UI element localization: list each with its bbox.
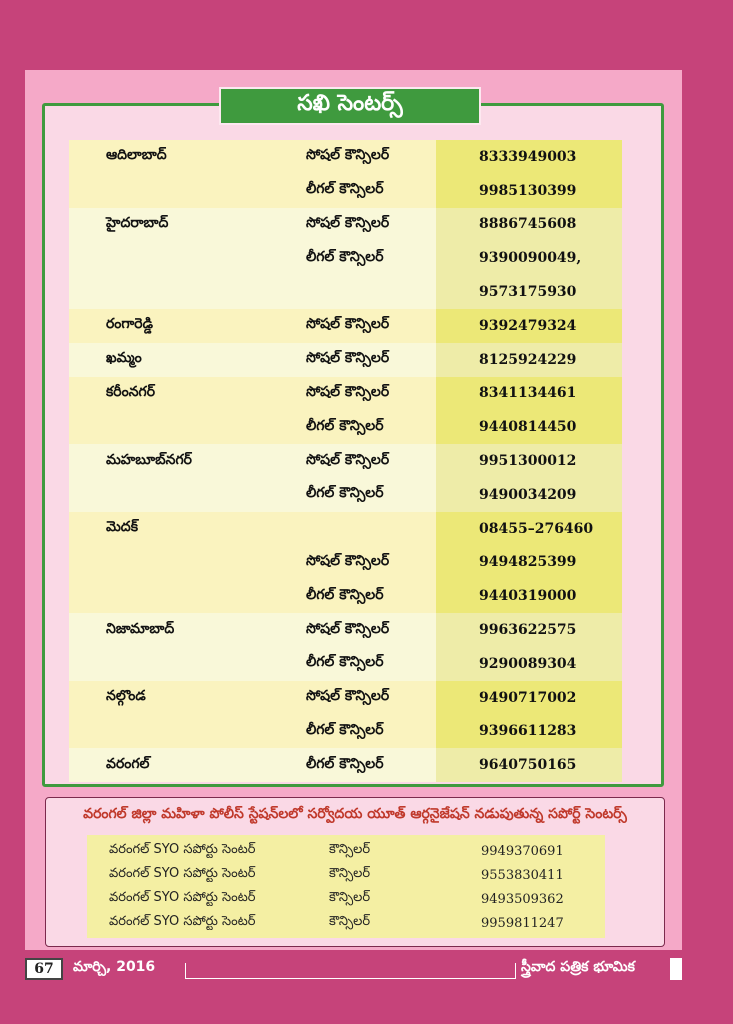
- district-name: ఖమ్మం: [106, 350, 142, 367]
- support-row: [87, 863, 605, 887]
- support-row: [87, 887, 605, 911]
- phone-number: 8333949003: [436, 140, 622, 174]
- district-name: ఆదిలాబాద్: [106, 147, 167, 164]
- table-row: [69, 478, 622, 512]
- table-row: [69, 681, 622, 715]
- counsellor-role: లీగల్ కౌన్సిలర్: [306, 181, 384, 198]
- phone-number: 9290089304: [436, 647, 622, 681]
- phone-number: 9640750165: [436, 748, 622, 782]
- table-row: [69, 343, 622, 377]
- phone-number: 08455–276460: [436, 512, 622, 546]
- support-role: కౌన్సిలర్: [329, 866, 371, 881]
- footer-divider-right: [515, 963, 516, 979]
- support-role: కౌన్సిలర్: [329, 890, 371, 905]
- counsellor-role: లీగల్ కౌన్సిలర్: [306, 485, 384, 502]
- footer-rule: [185, 978, 515, 979]
- phone-number: 8886745608: [436, 208, 622, 242]
- issue-date: మార్చి, 2016: [73, 959, 156, 975]
- table-row: [69, 444, 622, 478]
- phone-number: 9985130399: [436, 174, 622, 208]
- table-row: [69, 377, 622, 411]
- support-heading: వరంగల్ జిల్లా మహిళా పోలీస్ స్టేషన్‌లలో సర్వోదయ యూత్ ఆర్గనైజేషన్ నడుపుతున్న సపోర్ట్ సెంటర్స్: [83, 806, 627, 822]
- phone-number: 9390090049,: [436, 241, 622, 275]
- table-row: [69, 174, 622, 208]
- center-group: [69, 343, 622, 377]
- support-table: [87, 835, 605, 938]
- table-row: [69, 309, 622, 343]
- counsellor-role: సోషల్ కౌన్సిలర్: [306, 214, 390, 231]
- phone-number: 9440814450: [436, 410, 622, 444]
- footer: [25, 958, 683, 980]
- counsellor-role: లీగల్ కౌన్సిలర్: [306, 755, 384, 772]
- phone-number: 8341134461: [436, 377, 622, 411]
- district-name: మహబూబ్‌నగర్: [106, 451, 192, 468]
- support-role: కౌన్సిలర్: [329, 842, 371, 857]
- support-center-name: వరంగల్ SYO సపోర్టు సెంటర్: [109, 866, 256, 881]
- counsellor-role: సోషల్ కౌన్సిలర్: [306, 451, 390, 468]
- counsellor-role: సోషల్ కౌన్సిలర్: [306, 350, 390, 367]
- counsellor-role: లీగల్ కౌన్సిలర్: [306, 654, 384, 671]
- phone-number: 8125924229: [436, 343, 622, 377]
- center-group: [69, 140, 622, 208]
- support-center-name: వరంగల్ SYO సపోర్టు సెంటర్: [109, 914, 256, 929]
- district-name: రంగారెడ్డి: [106, 316, 153, 333]
- district-name: నిజామాబాద్: [106, 620, 175, 637]
- phone-number: 9440319000: [436, 579, 622, 613]
- phone-number: 9396611283: [436, 715, 622, 749]
- support-phone: 9553830411: [481, 867, 564, 883]
- counsellor-role: సోషల్ కౌన్సిలర్: [306, 147, 390, 164]
- center-group: [69, 377, 622, 445]
- counsellor-role: లీగల్ కౌన్సిలర్: [306, 248, 384, 265]
- centers-table: [69, 140, 622, 782]
- support-center-name: వరంగల్ SYO సపోర్టు సెంటర్: [109, 890, 256, 905]
- district-name: హైదరాబాద్: [106, 214, 169, 231]
- page-number: 67: [25, 958, 63, 980]
- table-row: [69, 241, 622, 275]
- table-row: [69, 715, 622, 749]
- district-name: నల్గొండ: [106, 688, 146, 705]
- footer-end-block: [670, 958, 682, 980]
- phone-number: 9490034209: [436, 478, 622, 512]
- support-center-name: వరంగల్ SYO సపోర్టు సెంటర్: [109, 842, 256, 857]
- table-row: [69, 748, 622, 782]
- phone-number: 9573175930: [436, 275, 622, 309]
- district-name: వరంగల్: [106, 755, 150, 772]
- center-group: [69, 613, 622, 681]
- counsellor-role: లీగల్ కౌన్సిలర్: [306, 417, 384, 434]
- district-name: కరీంనగర్: [106, 383, 155, 400]
- phone-number: 9490717002: [436, 681, 622, 715]
- support-row: [87, 911, 605, 935]
- counsellor-role: సోషల్ కౌన్సిలర్: [306, 552, 390, 569]
- page-title: సఖి సెంటర్స్: [219, 87, 481, 125]
- counsellor-role: సోషల్ కౌన్సిలర్: [306, 620, 390, 637]
- table-row: [69, 613, 622, 647]
- support-role: కౌన్సిలర్: [329, 914, 371, 929]
- table-row: [69, 512, 622, 546]
- counsellor-role: సోషల్ కౌన్సిలర్: [306, 316, 390, 333]
- table-row: [69, 647, 622, 681]
- center-group: [69, 309, 622, 343]
- phone-number: 9951300012: [436, 444, 622, 478]
- counsellor-role: లీగల్ కౌన్సిలర్: [306, 721, 384, 738]
- support-phone: 9949370691: [481, 843, 564, 859]
- magazine-name: స్త్రీవాద పత్రిక భూమిక: [521, 959, 635, 975]
- support-phone: 9493509362: [481, 891, 564, 907]
- table-row: [69, 140, 622, 174]
- counsellor-role: సోషల్ కౌన్సిలర్: [306, 688, 390, 705]
- center-group: [69, 444, 622, 512]
- phone-number: 9963622575: [436, 613, 622, 647]
- table-row: [69, 275, 622, 309]
- counsellor-role: లీగల్ కౌన్సిలర్: [306, 586, 384, 603]
- phone-number: 9494825399: [436, 546, 622, 580]
- support-row: [87, 839, 605, 863]
- support-phone: 9959811247: [481, 915, 564, 931]
- phone-number: 9392479324: [436, 309, 622, 343]
- center-group: [69, 748, 622, 782]
- district-name: మెదక్: [106, 519, 139, 536]
- center-group: [69, 681, 622, 749]
- table-row: [69, 546, 622, 580]
- table-row: [69, 579, 622, 613]
- center-group: [69, 208, 622, 309]
- counsellor-role: సోషల్ కౌన్సిలర్: [306, 383, 390, 400]
- footer-divider-left: [185, 963, 186, 979]
- center-group: [69, 512, 622, 613]
- table-row: [69, 410, 622, 444]
- table-row: [69, 208, 622, 242]
